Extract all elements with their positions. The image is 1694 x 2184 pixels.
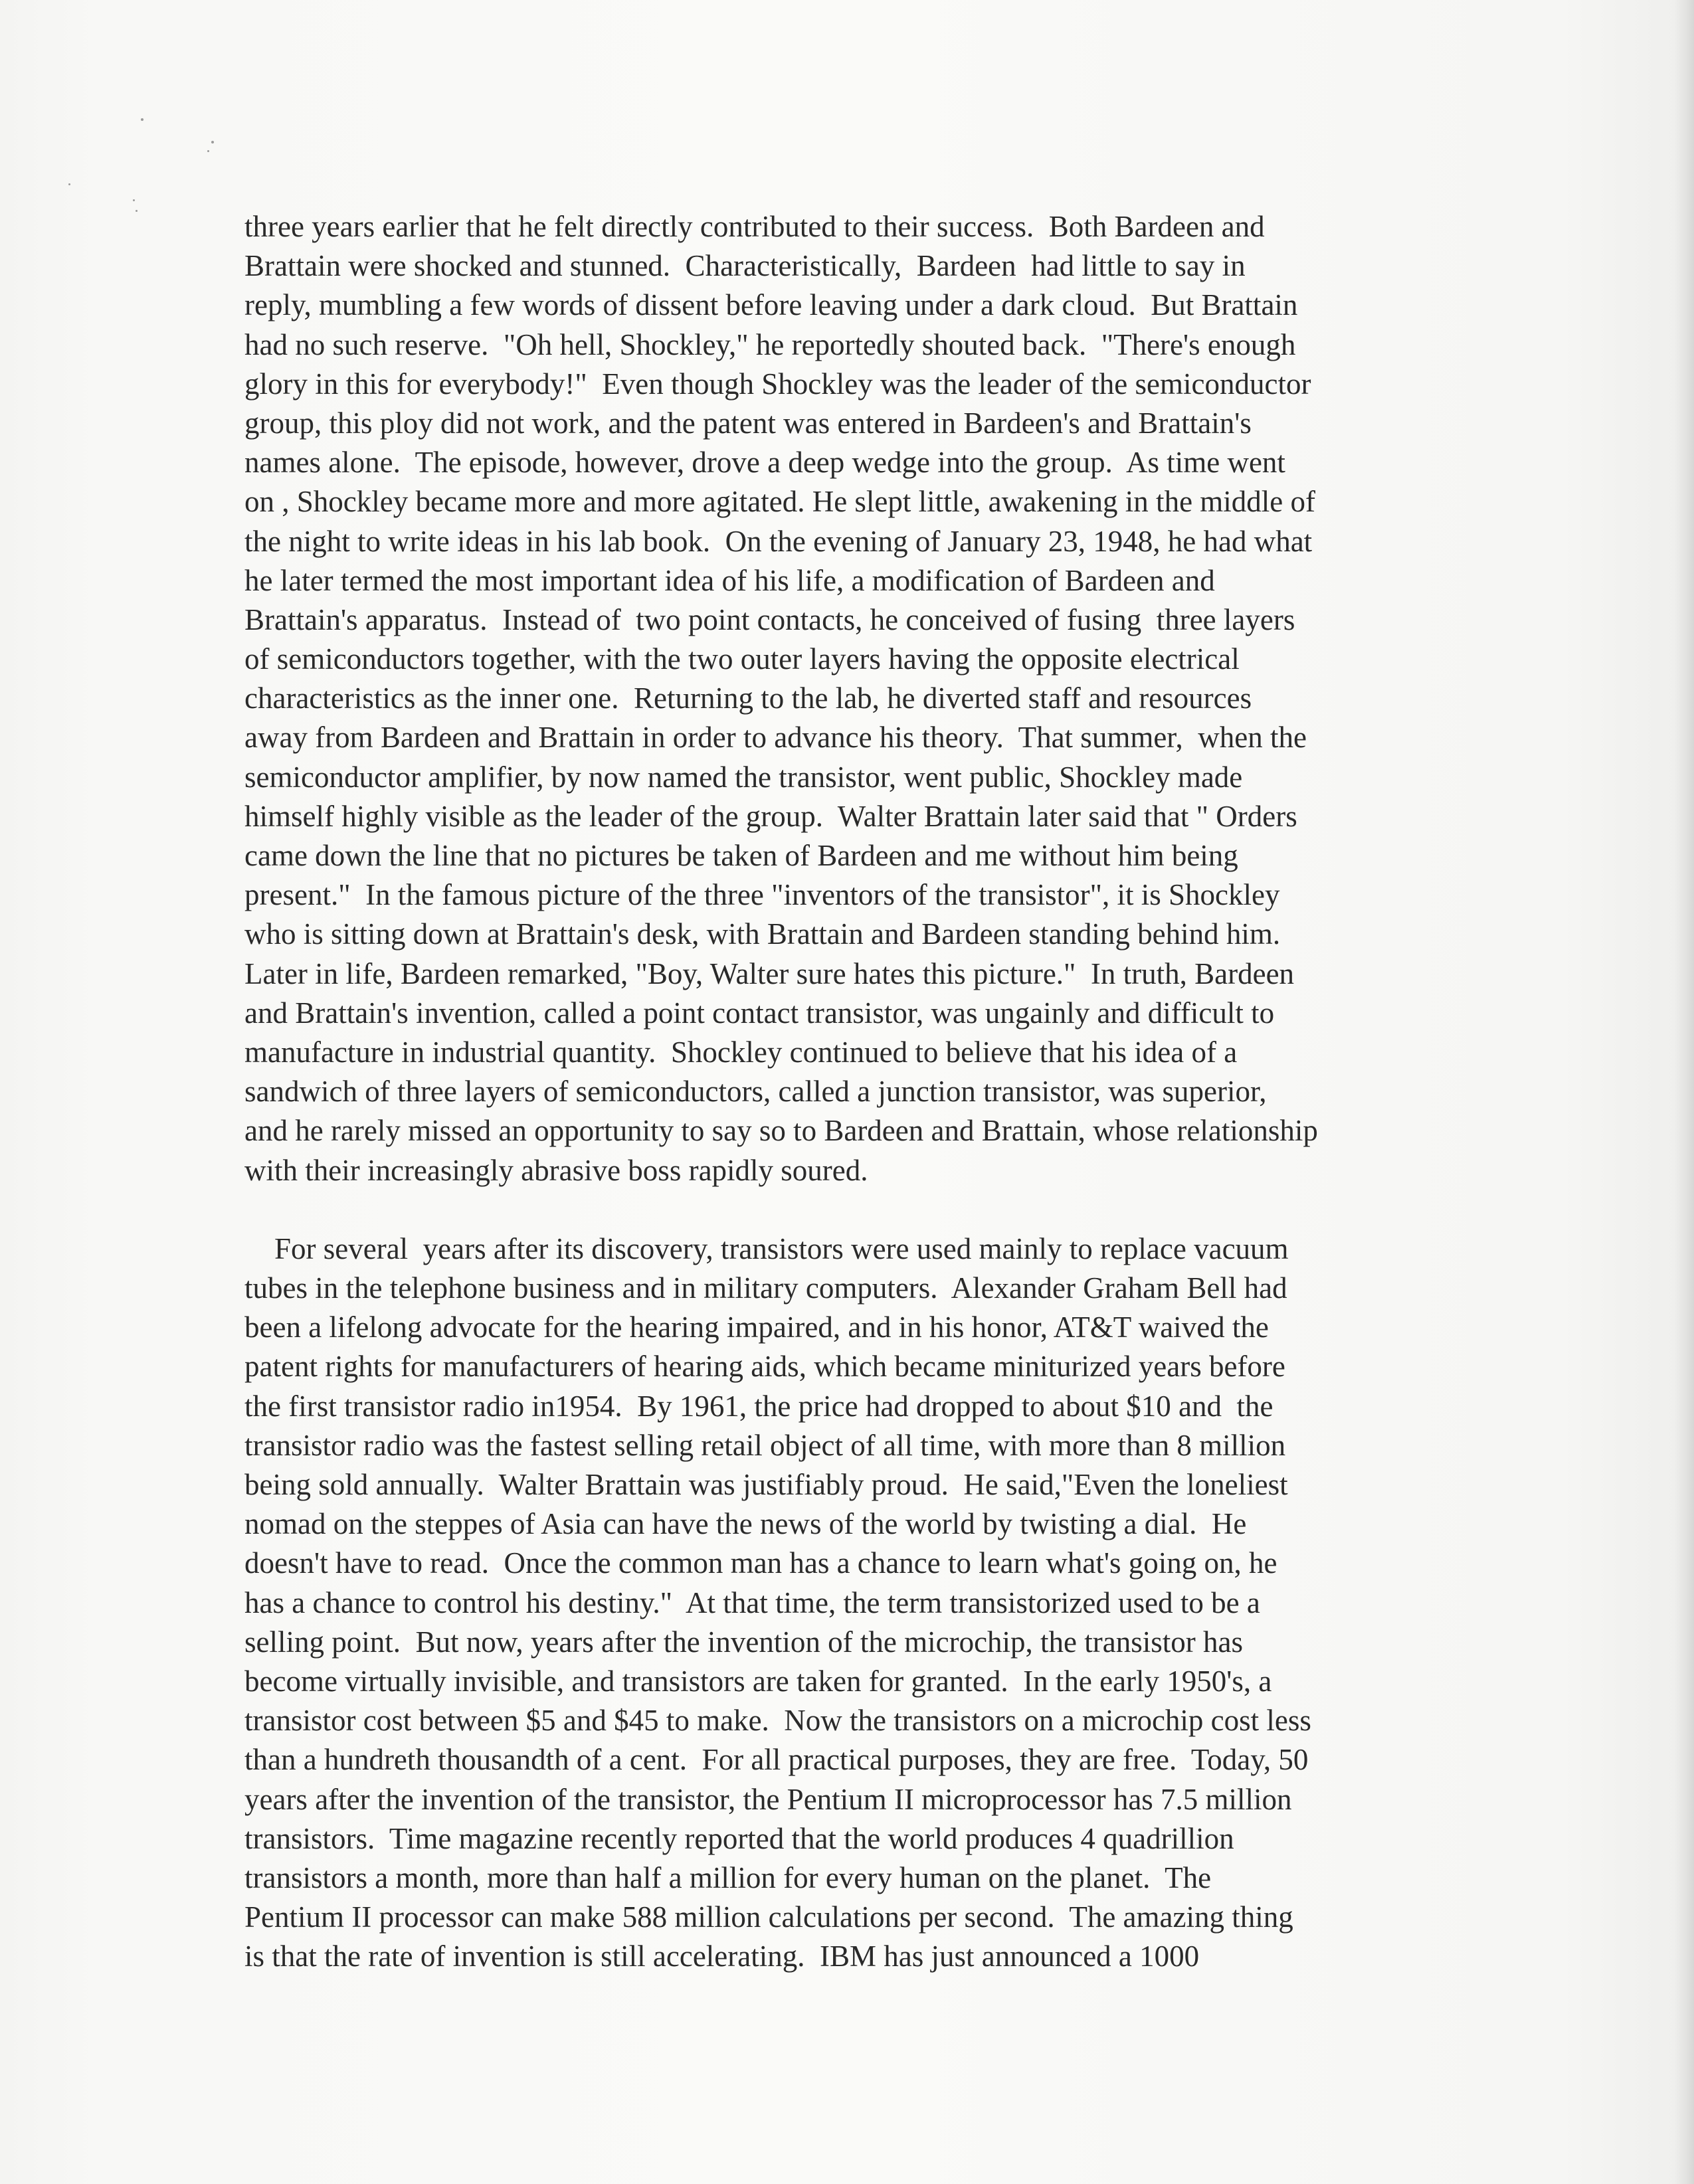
text-line: become virtually invisible, and transistors are taken for granted. In the early 1950's, a xyxy=(244,1664,1272,1698)
text-line: is that the rate of invention is still accelerating. IBM has just announced a 1000 xyxy=(244,1940,1200,1973)
scan-speck xyxy=(207,150,209,152)
text-line: who is sitting down at Brattain's desk, with Brattain and Bardeen standing behind him. xyxy=(244,917,1281,951)
text-line: away from Bardeen and Brattain in order to advance his theory. That summer, when the xyxy=(244,721,1307,755)
text-line: reply, mumbling a few words of dissent before leaving under a dark cloud. But Brattain xyxy=(244,288,1298,322)
text-line: Later in life, Bardeen remarked, "Boy, Walter sure hates this picture." In truth, Bardeen xyxy=(244,956,1295,990)
text-line: the night to write ideas in his lab book. On the evening of January 23, 1948, he had what xyxy=(244,524,1313,558)
paragraph xyxy=(244,207,1460,1190)
text-line: doesn't have to read. Once the common man has a chance to learn what's going on, he xyxy=(244,1546,1277,1580)
text-line: present." In the famous picture of the three "inventors of the transistor", it is Shockley xyxy=(244,878,1280,912)
text-line: patent rights for manufacturers of hearing aids, which became miniturized years before xyxy=(244,1350,1285,1384)
scan-speck xyxy=(136,210,138,212)
text-line: semiconductor amplifier, by now named the transistor, went public, Shockley made xyxy=(244,760,1243,794)
text-line: glory in this for everybody!" Even though Shockley was the leader of the semiconductor xyxy=(244,367,1311,401)
text-line: and he rarely missed an opportunity to say so to Bardeen and Brattain, whose relationship xyxy=(244,1114,1318,1148)
text-line: tubes in the telephone business and in military computers. Alexander Graham Bell had xyxy=(244,1271,1287,1305)
text-line: being sold annually. Walter Brattain was justifiably proud. He said,"Even the loneliest xyxy=(244,1468,1288,1501)
text-line: Brattain's apparatus. Instead of two point contacts, he conceived of fusing three layers xyxy=(244,602,1295,636)
text-line: transistor cost between $5 and $45 to make. Now the transistors on a microchip cost less xyxy=(244,1704,1311,1738)
text-line: For several years after its discovery, transistors were used mainly to replace vacuum xyxy=(244,1231,1289,1265)
text-line: characteristics as the inner one. Returning to the lab, he diverted staff and resources xyxy=(244,682,1252,715)
scan-speck xyxy=(133,199,135,201)
text-line: selling point. But now, years after the invention of the microchip, the transistor has xyxy=(244,1625,1243,1659)
text-line: Brattain were shocked and stunned. Characteristically, Bardeen had little to say in xyxy=(244,249,1246,283)
text-line: transistors a month, more than half a million for every human on the planet. The xyxy=(244,1861,1212,1894)
text-line: transistor radio was the fastest selling retail object of all time, with more than 8 million xyxy=(244,1428,1286,1462)
text-line: group, this ploy did not work, and the patent was entered in Bardeen's and Brattain's xyxy=(244,406,1252,440)
text-line: himself highly visible as the leader of the group. Walter Brattain later said that " Orders xyxy=(244,799,1297,833)
text-line: manufacture in industrial quantity. Shockley continued to believe that his idea of a xyxy=(244,1035,1238,1069)
text-line: had no such reserve. "Oh hell, Shockley," he reportedly shouted back. "There's enough xyxy=(244,327,1296,361)
text-line: names alone. The episode, however, drove a deep wedge into the group. As time went xyxy=(244,446,1285,480)
text-line: and Brattain's invention, called a point contact transistor, was ungainly and difficult to xyxy=(244,996,1275,1030)
paragraph-gap xyxy=(244,1190,1460,1229)
document-body xyxy=(244,207,1460,1976)
scan-speck xyxy=(141,118,143,121)
text-line: years after the invention of the transistor, the Pentium II microprocessor has 7.5 million xyxy=(244,1782,1292,1816)
text-line: three years earlier that he felt directly contributed to their success. Both Bardeen and xyxy=(244,210,1265,243)
page-edge-shadow xyxy=(1674,0,1694,2184)
text-line: been a lifelong advocate for the hearing impaired, and in his honor, AT&T waived the xyxy=(244,1311,1269,1344)
text-line: sandwich of three layers of semiconductors, called a junction transistor, was superior, xyxy=(244,1075,1267,1109)
scan-speck xyxy=(211,141,214,143)
text-line: on , Shockley became more and more agitated. He slept little, awakening in the middle of xyxy=(244,485,1316,519)
scan-speck xyxy=(68,183,70,185)
text-line: nomad on the steppes of Asia can have the news of the world by twisting a dial. He xyxy=(244,1507,1247,1541)
text-line: came down the line that no pictures be taken of Bardeen and me without him being xyxy=(244,839,1238,872)
text-line: transistors. Time magazine recently reported that the world produces 4 quadrillion xyxy=(244,1821,1234,1855)
text-line: than a hundreth thousandth of a cent. For all practical purposes, they are free. Today, 50 xyxy=(244,1743,1309,1777)
text-line: the first transistor radio in1954. By 1961, the price had dropped to about $10 and the xyxy=(244,1389,1273,1423)
text-line: with their increasingly abrasive boss rapidly soured. xyxy=(244,1153,868,1187)
text-line: has a chance to control his destiny." At that time, the term transistorized used to be a xyxy=(244,1586,1260,1619)
text-line: Pentium II processor can make 588 million calculations per second. The amazing thing xyxy=(244,1900,1293,1934)
text-line: of semiconductors together, with the two outer layers having the opposite electrical xyxy=(244,642,1240,676)
paragraph xyxy=(244,1229,1460,1977)
text-line: he later termed the most important idea of his life, a modification of Bardeen and xyxy=(244,563,1215,597)
